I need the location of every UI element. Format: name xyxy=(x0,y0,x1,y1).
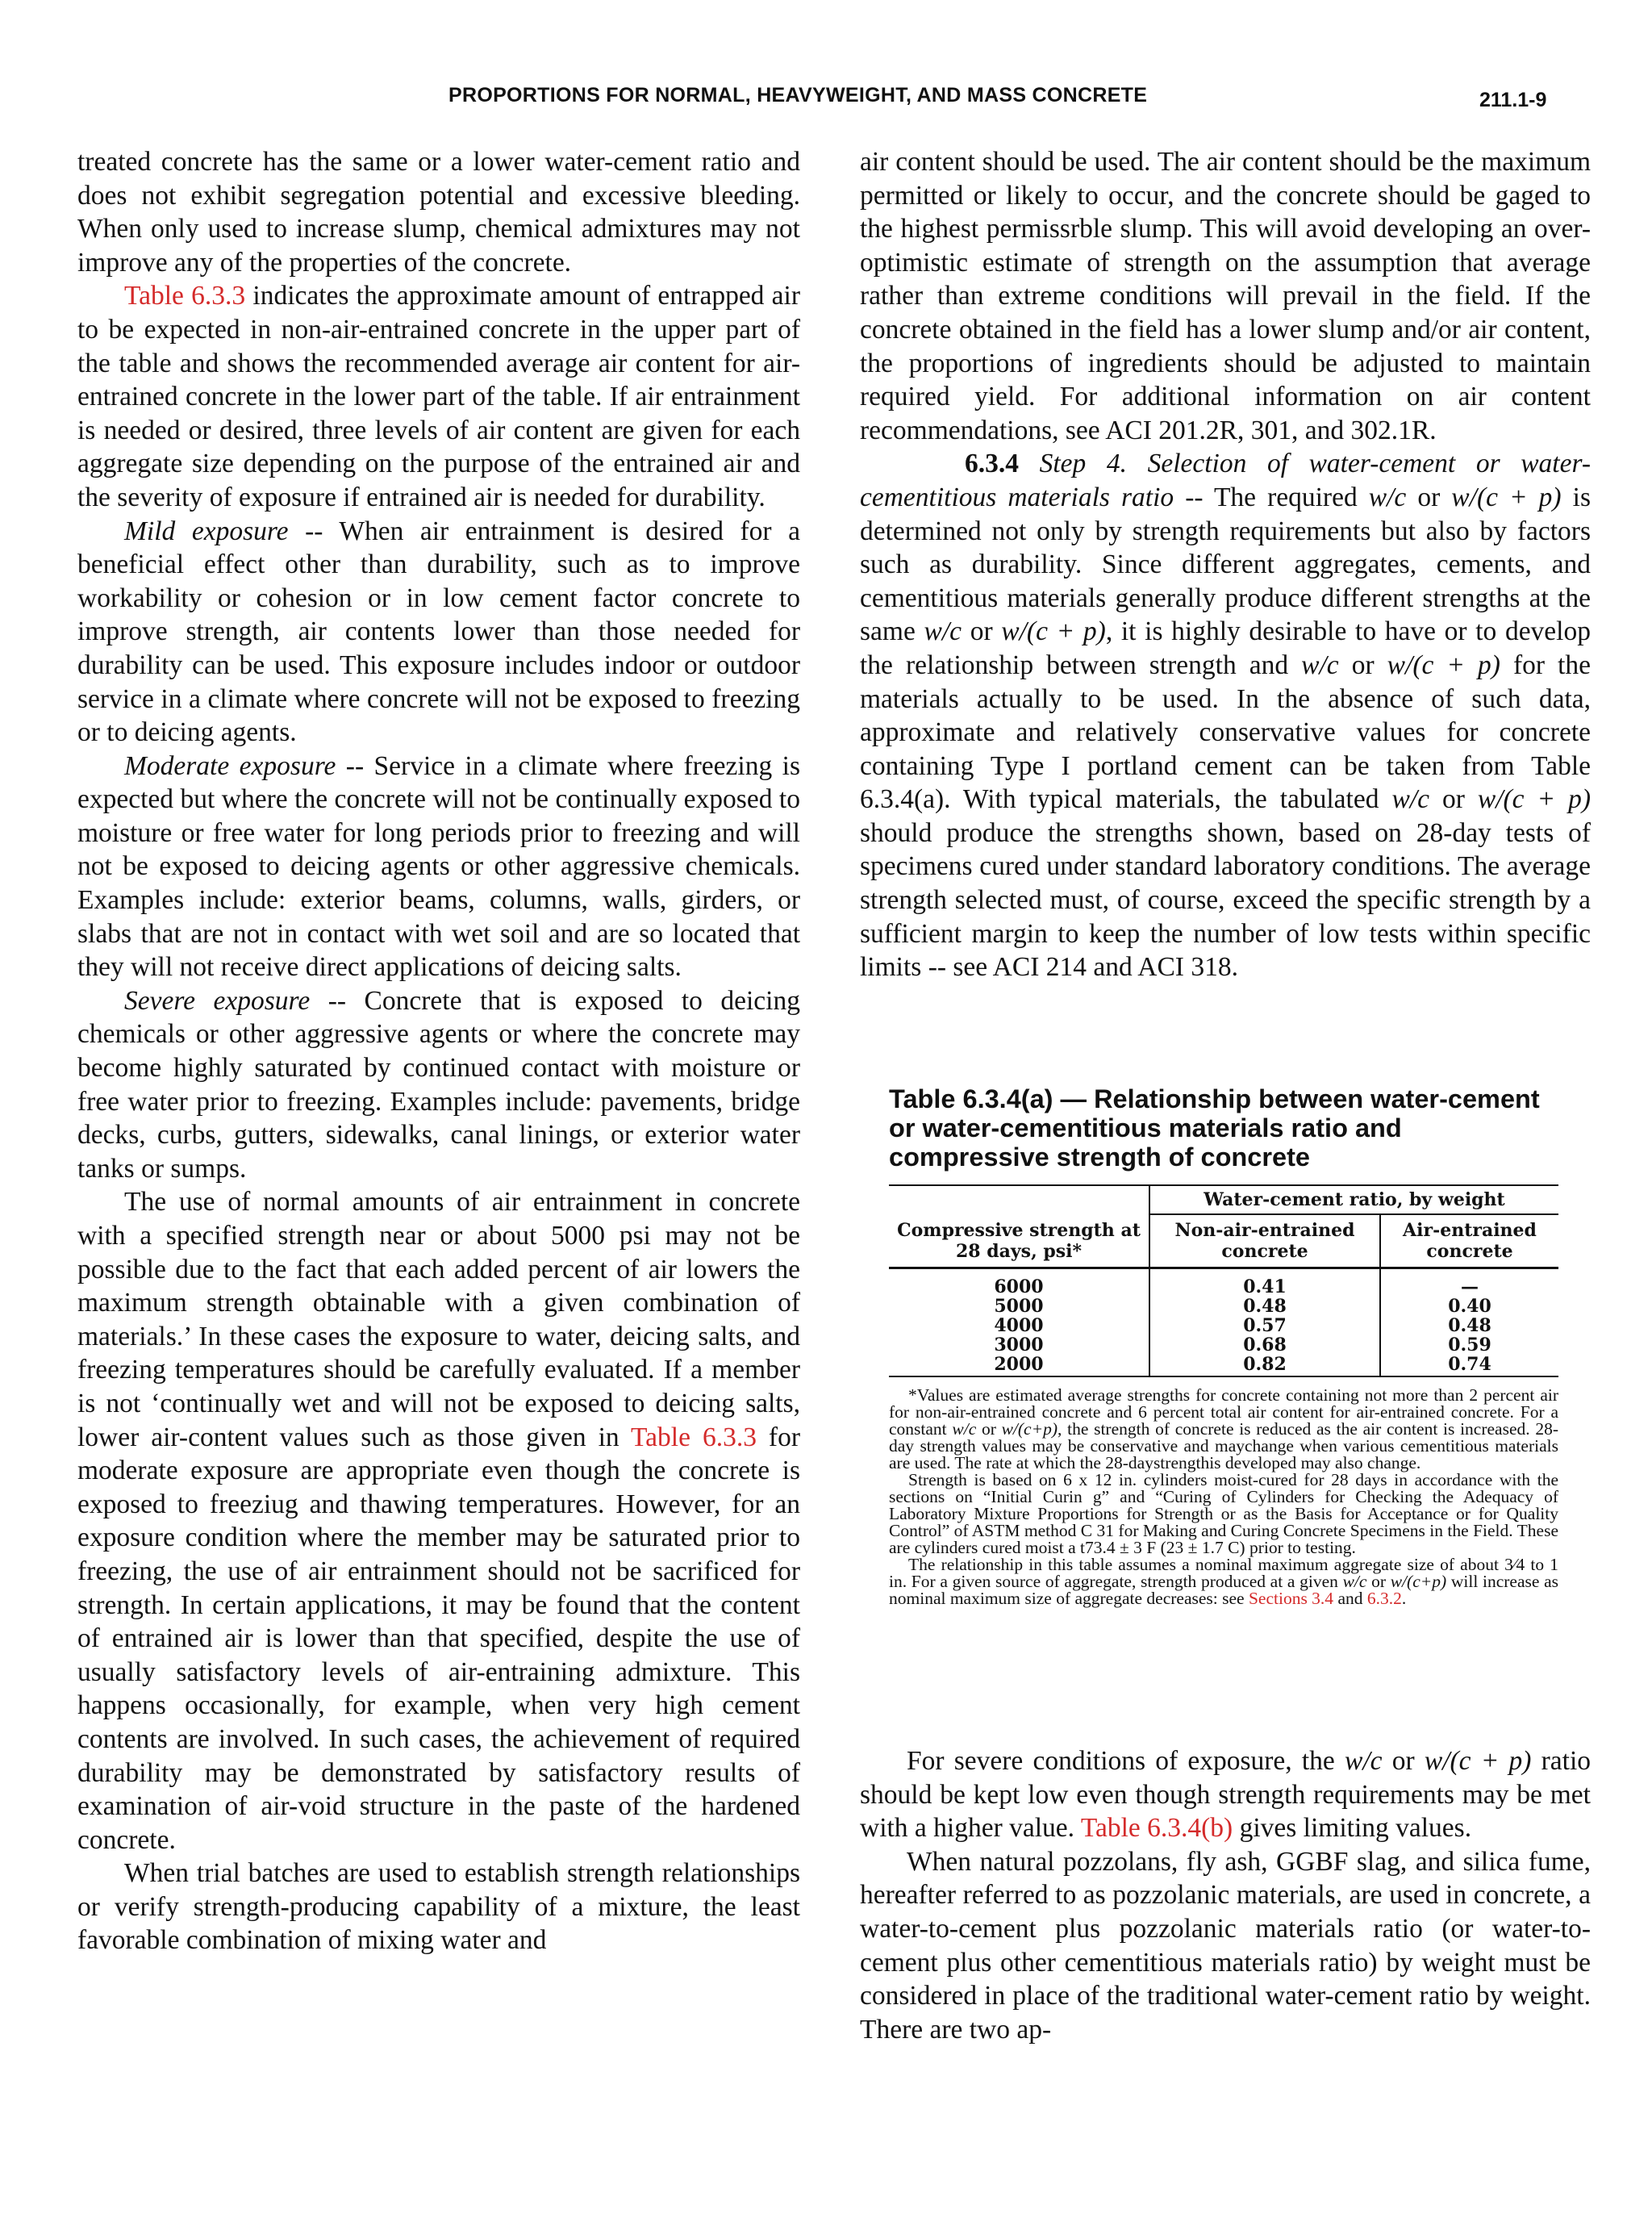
ratio-wc: w/c xyxy=(924,616,962,647)
footnote-text: and xyxy=(1333,1589,1367,1608)
section-link[interactable]: 6.3.2 xyxy=(1366,1589,1402,1608)
ratio-wcp: w/(c + p) xyxy=(1451,482,1562,512)
footnote xyxy=(889,1556,1558,1607)
term-mild-exposure: Mild exposure xyxy=(124,516,289,546)
cell-strength: 4000 xyxy=(994,1315,1044,1336)
footnote: Strength is based on 6 x 12 in. cylinders moist-cured for 28 days in accordance with the sections on “Initial Curin g” and “Curing of Cylinders for Checking the Adequacy of Laboratory Mixture Proportions for Strength or as the Basis for Acceptance or for Quality Control” of ASTM method C 31 for Making and Curing Concrete Specimens in the Field. These are cylinders cured moist a t73.4 ± 3 F (23 ± 1.7 C) prior to testing. xyxy=(889,1470,1558,1557)
ratio-wcp: w/(c+p) xyxy=(1390,1572,1447,1591)
cell-non-air: 0.41 xyxy=(1149,1268,1380,1297)
paragraph-text: , it is highly desirable to have or to develop the relationship between strength and xyxy=(860,616,1591,680)
paragraph xyxy=(77,279,800,514)
paragraph xyxy=(77,515,800,750)
ratio-wc: w/c xyxy=(1368,482,1407,512)
cell-air: — xyxy=(1380,1268,1558,1297)
footnote-text: The relationship in this table assumes a nominal maximum aggregate size of about 3⁄4 to 1 in. For a given source of aggregate, strength produced at a given xyxy=(889,1555,1558,1591)
page-number: 211.1-9 xyxy=(1479,89,1547,111)
ratio-wc: w/c xyxy=(1391,784,1429,815)
ratio-wcp: w/(c + p) xyxy=(1001,616,1106,647)
cell-strength: 3000 xyxy=(994,1335,1044,1355)
paragraph-text: is determined not only by strength requirements but also by factors such as durability. Since different aggregates, cements, and cementitious materials generally produce different strengths at the same xyxy=(860,482,1591,647)
header-spacer xyxy=(889,1185,1149,1214)
paragraph: air content should be used. The air content should be the maximum permitted or likely to occur, and the concrete should be gaged to the highest permissrble slump. This will avoid developing an over-optimistic estimate of strength on the assumption that average rather than extreme conditions will prevail in the field. If the concrete obtained in the field has a lower slump and/or air content, the proportions of ingredients should be adjusted to maintain required yield. For additional information on air content recommendations, see ACI 201.2R, 301, and 302.1R. xyxy=(860,147,1591,445)
running-title: PROPORTIONS FOR NORMAL, HEAVYWEIGHT, AND MASS CONCRETE xyxy=(448,84,1148,107)
paragraph: treated concrete has the same or a lower water-cement ratio and does not exhibit segregation potential and excessive bleeding. When only used to increase slump, chemical admixtures may not improve any of the properties of the concrete. xyxy=(77,147,800,278)
table-footnotes xyxy=(889,1387,1558,1607)
footnote-text: will increase as nominal maximum size of aggregate decreases: see xyxy=(889,1572,1558,1608)
cell-non-air: 0.82 xyxy=(1149,1355,1380,1376)
left-column xyxy=(77,145,800,1957)
paragraph-text: ratio should be kept low even though strength requirements may be met with a higher value. xyxy=(860,1746,1592,1844)
cell-air: 0.40 xyxy=(1380,1297,1558,1316)
cell-strength: 2000 xyxy=(889,1355,1149,1376)
cell-non-air: 0.68 xyxy=(1149,1335,1380,1355)
table-row xyxy=(889,1335,1558,1355)
cell-air: 0.74 xyxy=(1380,1355,1558,1376)
table-group-header-row xyxy=(889,1185,1558,1214)
paragraph-text: for moderate exposure are appropriate even though the concrete is exposed to freeziug and thawing temperatures. However, for an exposure condition where the member may be saturated prior to freezing, the use of air entrainment should not be sacrificed for strength. In certain applications, it may be found that the content of entrained air is lower than that specified, despite the use of usually satisfactory levels of air-entraining admixture. This happens occasionally, for example, when very high cement contents are involved. In such cases, the achievement of required durability may be demonstrated by satisfactory results of examination of air-void structure in the paste of the hardened concrete. xyxy=(77,1422,800,1855)
table-row xyxy=(889,1268,1558,1297)
cell-strength: 5000 xyxy=(994,1296,1044,1317)
term-severe-exposure: Severe exposure xyxy=(124,985,311,1016)
table-header-row xyxy=(889,1214,1558,1268)
paragraph: When natural pozzolans, fly ash, GGBF slag, and silica fume, hereafter referred to as pozzolanic materials, are used in concrete, a water-to-cement plus pozzolanic materials ratio (or water-to-cement plus other cementitious materials ratio) by weight must be considered in place of the traditional water-cement ratio by weight. There are two ap- xyxy=(860,1846,1591,2045)
paragraph-text: For severe conditions of exposure, the xyxy=(907,1746,1345,1776)
paragraph-text: or xyxy=(1382,1746,1425,1776)
section-6-3-4 xyxy=(860,447,1591,984)
cell-non-air: 0.48 xyxy=(1149,1297,1380,1316)
table-title: Table 6.3.4(a) — Relationship between water-cement or water-cementitious materials ratio and compressive strength of concrete xyxy=(889,1084,1540,1172)
table-row xyxy=(889,1316,1558,1335)
header-non-air: Non-air-entrained concrete xyxy=(1149,1214,1380,1268)
ratio-wcp: w/(c + p) xyxy=(1477,784,1591,815)
footnote-text: . xyxy=(1401,1589,1407,1608)
table-link[interactable]: Table 6.3.3 xyxy=(124,281,246,311)
cell-air: 0.59 xyxy=(1380,1335,1558,1355)
header-strength: Compressive strength at 28 days, psi* xyxy=(889,1214,1149,1268)
ratio-strength-table xyxy=(889,1184,1558,1377)
paragraph-text: The use of normal amounts of air entrainment in concrete with a specified strength near or about 5000 psi may not be possible due to the fact that each added percent of air lowers the maximum strength obtainable with a given combination of materials.’ In these cases the exposure to water, deicing salts, and freezing temperatures should be carefully evaluated. If a member is not ‘continually wet and will not be exposed to deicing salts, lower air-content values such as those given in xyxy=(77,1187,800,1452)
term-moderate-exposure: Moderate exposure xyxy=(124,750,336,781)
ratio-wc: w/c xyxy=(1301,650,1339,680)
paragraph xyxy=(77,1185,800,1857)
footnote-text: or xyxy=(976,1419,1002,1439)
group-header: Water-cement ratio, by weight xyxy=(1149,1185,1558,1214)
ratio-wc: w/c xyxy=(1342,1572,1367,1591)
cell-air: 0.48 xyxy=(1380,1316,1558,1335)
table-link[interactable]: Table 6.3.4(b) xyxy=(1080,1813,1233,1844)
paragraph xyxy=(77,984,800,1186)
cell-non-air: 0.57 xyxy=(1149,1316,1380,1335)
paragraph-text: -- Service in a climate where freezing is expected but where the concrete will not be continually exposed to moisture or free water for long periods prior to freezing and will not be exposed to deicing agents or other aggressive chemicals. Examples include: exterior beams, columns, walls, girders, or slabs that are not in contact with wet soil and are so located that they will not receive direct applications of deicing salts. xyxy=(77,750,800,983)
cell-strength: 6000 xyxy=(994,1276,1044,1297)
section-number: 6.3.4 xyxy=(965,449,1019,479)
paragraph-text: or xyxy=(1406,482,1452,512)
paragraph xyxy=(77,750,800,984)
table-link[interactable]: Table 6.3.3 xyxy=(631,1422,757,1452)
footnote-text: *Values are estimated average strengths for concrete containing not more than 2 percent air for non-air-entrained concrete and 6 percent total air content for air-entrained concrete. For a constant xyxy=(889,1385,1558,1439)
table-row xyxy=(889,1297,1558,1316)
paragraph-text: or xyxy=(1338,650,1387,680)
footnote xyxy=(889,1387,1558,1472)
paragraph xyxy=(860,1744,1591,1845)
footnote-text: or xyxy=(1366,1572,1391,1591)
paragraph-text: -- The required xyxy=(1174,482,1369,512)
footnote-text: , the strength of concrete is reduced as the air content is increased. 28-day strength values may be conservative and maychange when various cementitious materials are used. The rate at which the 28-daystrengthis developed may also change. xyxy=(889,1419,1558,1472)
ratio-wcp: w/(c + p) xyxy=(1424,1746,1532,1776)
right-column-bottom xyxy=(860,1744,1591,2046)
paragraph-text: -- Concrete that is exposed to deicing chemicals or other aggressive agents or where the concrete may become highly saturated by continued contact with moisture or free water prior to freezing. Examples include: pavements, bridge decks, curbs, gutters, sidewalks, canal linings, or exterior water tanks or sumps. xyxy=(77,985,800,1184)
table-row xyxy=(889,1355,1558,1376)
ratio-wcp: w/(c+p) xyxy=(1001,1419,1058,1439)
paragraph-text: for the materials actually to be used. In the absence of such data, approximate and relatively conservative values for concrete containing Type I portland cement can be taken from Table 6.3.4(a). With typical materials, the tabulated xyxy=(860,650,1591,815)
paragraph-text: indicates the approximate amount of entrapped air to be expected in non-air-entrained concrete in the upper part of the table and shows the recommended average air content for air-entrained concrete in the lower part of the table. If air entrainment is needed or desired, three levels of air content are given for each aggregate size depending on the purpose of the entrained air and the severity of exposure if entrained air is needed for durability. xyxy=(77,281,801,512)
right-column xyxy=(860,145,1591,984)
paragraph-text: gives limiting values. xyxy=(1233,1813,1472,1844)
table-6-3-4a xyxy=(889,1084,1558,1607)
section-link[interactable]: Sections 3.4 xyxy=(1248,1589,1334,1608)
paragraph: When trial batches are used to establish strength relationships or verify strength-producing capability of a mixture, the least favorable combination of mixing water and xyxy=(77,1858,800,1956)
header-air: Air-entrained concrete xyxy=(1380,1214,1558,1268)
paragraph-text: should produce the strengths shown, based on 28-day tests of specimens cured under standard laboratory conditions. The average strength selected must, of course, exceed the specific strength by a sufficient margin to keep the number of low tests within specific limits -- see ACI 214 and ACI 318. xyxy=(860,817,1591,983)
paragraph-text: or xyxy=(962,616,1002,647)
ratio-wcp: w/(c + p) xyxy=(1387,650,1500,680)
ratio-wc: w/c xyxy=(952,1419,977,1439)
ratio-wc: w/c xyxy=(1344,1746,1383,1776)
paragraph-text: -- When air entrainment is desired for a beneficial effect other than durability, such as to improve workability or cohesion or in low cement factor concrete to improve strength, air contents lower than those needed for durability can be used. This exposure includes indoor or outdoor service in a climate where concrete will not be exposed to freezing or to deicing agents. xyxy=(77,516,800,748)
paragraph-text: or xyxy=(1429,784,1478,815)
section-title: Step 4. Selection of water-cement or water-cementitious materials ratio xyxy=(860,449,1591,512)
